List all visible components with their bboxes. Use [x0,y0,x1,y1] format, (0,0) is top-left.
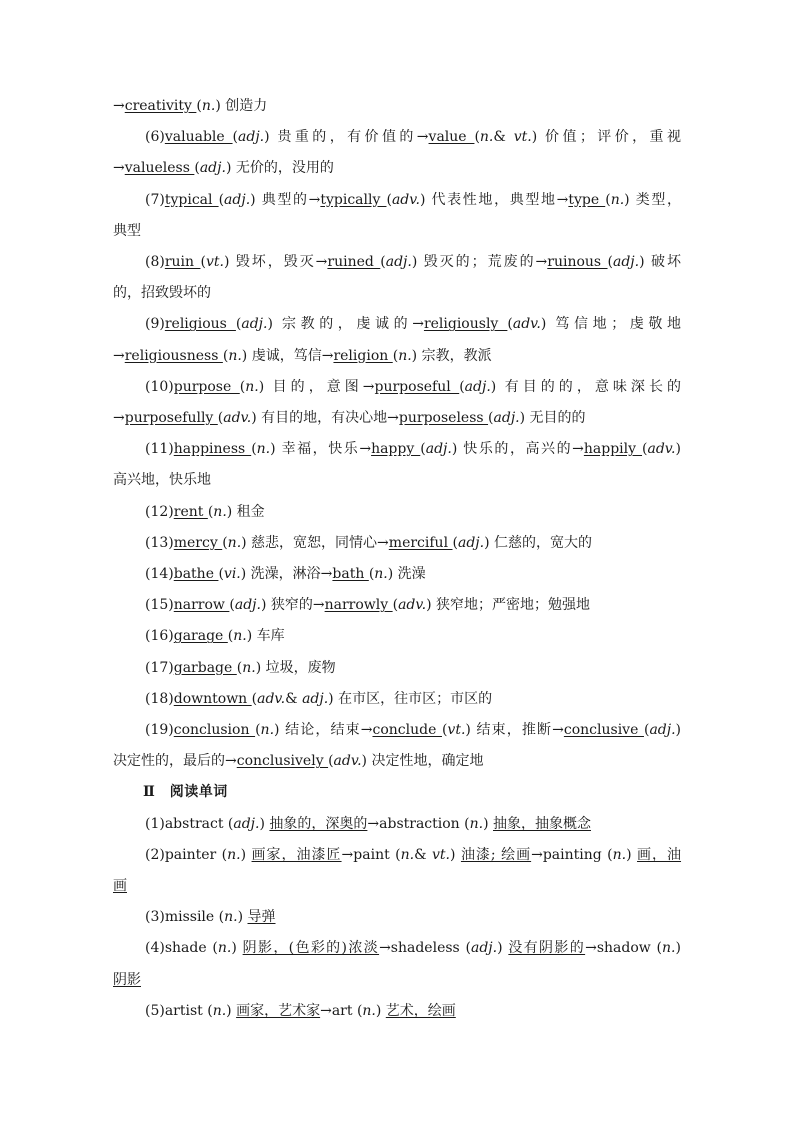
reading-entry-line: 阴影 [113,971,141,988]
vocabulary-entry-line: 的，招致毁坏的 [113,285,211,302]
vocabulary-list [113,91,681,777]
vocabulary-entry-line: →creativity (n.) 创造力 [113,98,268,114]
vocabulary-entry-line: →purposefully (adv.) 有目的地，有决心地→purposeless (adj.) 无目的的 [113,410,586,427]
reading-entry-line: (5)artist (n.) 画家，艺术家→art (n.) 艺术，绘画 [145,1002,456,1019]
vocabulary-entry-line: (9)religious (adj.) 宗教的，虔诚的→religiously (adv.) 笃信地；虔敬地 [145,316,681,333]
vocabulary-entry-line: (6)valuable (adj.) 贵重的，有价值的→value (n.& vt.) 价值；评价，重视 [145,129,681,146]
reading-entry-line: (3)missile (n.) 导弹 [145,909,276,926]
vocabulary-entry-line: (8)ruin (vt.) 毁坏，毁灭→ruined (adj.) 毁灭的；荒废的→ruinous (adj.) 破坏 [145,254,681,271]
reading-entry-line: (2)painter (n.) 画家，油漆匠→paint (n.& vt.) 油漆; 绘画→painting (n.) 画，油 [145,846,682,863]
vocabulary-entry-line: (18)downtown (adv.& adj.) 在市区，往市区；市区的 [145,690,493,707]
vocabulary-entry-line: (11)happiness (n.) 幸福，快乐→happy (adj.) 快乐的，高兴的→happily (adv.) [145,441,681,458]
vocabulary-entry-line: (12)rent (n.) 租金 [145,503,265,520]
vocabulary-entry-line: 典型 [113,222,141,239]
vocabulary-entry-line: (15)narrow (adj.) 狭窄的→narrowly (adv.) 狭窄地；严密地；勉强地 [145,597,591,614]
vocabulary-entry-line: (16)garage (n.) 车库 [145,628,285,645]
document-body [113,91,681,1027]
reading-entry-line: 画 [113,878,127,895]
vocabulary-entry-line: 决定性的，最后的→conclusively (adv.) 决定性地，确定地 [113,753,484,770]
vocabulary-entry-line: (13)mercy (n.) 慈悲，宽恕，同情心→merciful (adj.) 仁慈的，宽大的 [145,534,592,551]
vocabulary-entry-line: 高兴地，快乐地 [113,472,211,489]
reading-entry-line: (4)shade (n.) 阴影，(色彩的)浓淡→shadeless (adj.) 没有阴影的→shadow (n.) [145,940,681,957]
vocabulary-entry-line: (17)garbage (n.) 垃圾，废物 [145,659,336,676]
vocabulary-entry-line: (14)bathe (vi.) 洗澡，淋浴→bath (n.) 洗澡 [145,566,426,583]
reading-entry-line: (1)abstract (adj.) 抽象的，深奥的→abstraction (n.) 抽象，抽象概念 [145,815,591,832]
vocabulary-entry-line: →religiousness (n.) 虔诚，笃信→religion (n.) 宗教，教派 [113,347,492,364]
vocabulary-entry-line: (19)conclusion (n.) 结论，结束→conclude (vt.) 结束，推断→conclusive (adj.) [145,722,682,739]
vocabulary-entry-line: (7)typical (adj.) 典型的→typically (adv.) 代表性地，典型地→type (n.) 类型， [145,191,681,208]
vocabulary-entry-line: →valueless (adj.) 无价的，没用的 [113,160,334,177]
vocabulary-entry-line: (10)purpose (n.) 目的，意图→purposeful (adj.) 有目的的，意味深长的 [145,378,681,395]
section-heading-reading-words: Ⅱ 阅读单词 [143,784,228,801]
reading-word-list [113,809,681,1027]
